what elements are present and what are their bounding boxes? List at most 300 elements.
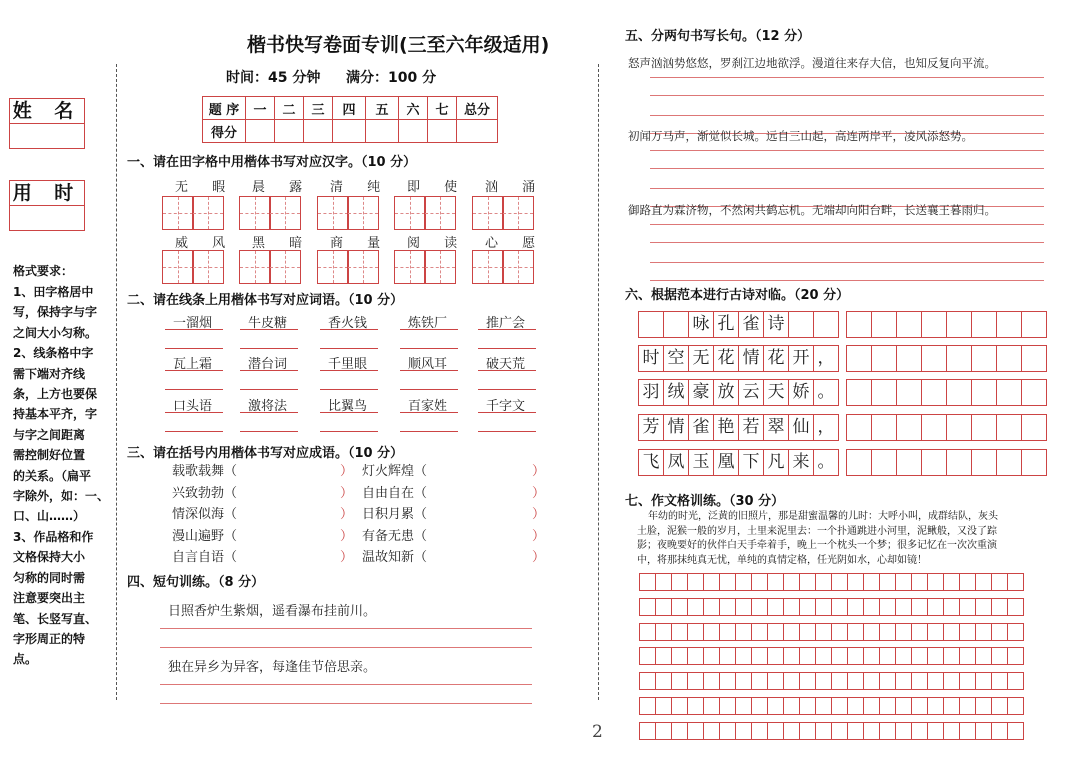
- writing-line[interactable]: [650, 242, 1044, 243]
- composition-cell[interactable]: [751, 598, 768, 616]
- composition-cell[interactable]: [991, 722, 1008, 740]
- practice-cell[interactable]: [996, 345, 1022, 372]
- composition-cell[interactable]: [783, 672, 800, 690]
- practice-cell[interactable]: [996, 311, 1022, 338]
- writing-line[interactable]: [650, 224, 1044, 225]
- practice-cell[interactable]: [921, 414, 947, 441]
- time-used-label: 用 时: [10, 181, 84, 206]
- writing-line[interactable]: [165, 389, 223, 390]
- writing-line[interactable]: [160, 703, 532, 704]
- answer-slot[interactable]: [430, 549, 526, 563]
- score-table: [202, 96, 498, 143]
- tian-cell[interactable]: [347, 196, 379, 230]
- composition-cell[interactable]: [687, 623, 704, 641]
- underline: [320, 370, 378, 371]
- writing-line[interactable]: [240, 389, 298, 390]
- writing-line[interactable]: [160, 628, 532, 629]
- writing-line[interactable]: [650, 168, 1044, 169]
- composition-cell[interactable]: [735, 697, 752, 715]
- practice-cell[interactable]: [946, 449, 972, 476]
- composition-cell[interactable]: [911, 672, 928, 690]
- composition-cell[interactable]: [751, 647, 768, 665]
- composition-cell[interactable]: [991, 672, 1008, 690]
- long-sentence: 初闻万马声，渐觉似长城。远自三山起，高连两岸平，凌风添怒势。: [628, 129, 973, 143]
- composition-cell[interactable]: [735, 598, 752, 616]
- practice-cell[interactable]: [896, 379, 922, 406]
- score-blank[interactable]: [246, 120, 275, 143]
- practice-cell[interactable]: [921, 449, 947, 476]
- practice-cell[interactable]: [896, 311, 922, 338]
- composition-cell[interactable]: [655, 722, 672, 740]
- composition-cell[interactable]: [719, 647, 736, 665]
- composition-cell[interactable]: [671, 722, 688, 740]
- composition-cell[interactable]: [847, 598, 864, 616]
- composition-cell[interactable]: [671, 647, 688, 665]
- composition-cell[interactable]: [655, 623, 672, 641]
- practice-cell[interactable]: [1021, 449, 1047, 476]
- section-5-title: 五、分两句书写长句。（12 分）: [625, 29, 811, 44]
- composition-cell[interactable]: [879, 697, 896, 715]
- practice-cell[interactable]: [896, 414, 922, 441]
- composition-cell[interactable]: [639, 647, 656, 665]
- composition-cell[interactable]: [719, 722, 736, 740]
- score-blank[interactable]: [428, 120, 457, 143]
- answer-slot[interactable]: [252, 463, 332, 477]
- writing-line[interactable]: [320, 389, 378, 390]
- composition-cell[interactable]: [687, 573, 704, 591]
- writing-line[interactable]: [165, 348, 223, 349]
- composition-cell[interactable]: [943, 672, 960, 690]
- composition-cell[interactable]: [911, 697, 928, 715]
- composition-cell[interactable]: [927, 598, 944, 616]
- practice-cell[interactable]: [871, 345, 897, 372]
- poem-cell: 下: [738, 449, 764, 476]
- composition-cell[interactable]: [799, 697, 816, 715]
- tian-cell[interactable]: [424, 250, 456, 284]
- composition-cell[interactable]: [767, 623, 784, 641]
- composition-cell[interactable]: [927, 722, 944, 740]
- composition-cell[interactable]: [767, 647, 784, 665]
- composition-cell[interactable]: [719, 573, 736, 591]
- composition-cell[interactable]: [703, 623, 720, 641]
- composition-cell[interactable]: [943, 623, 960, 641]
- writing-line[interactable]: [240, 348, 298, 349]
- composition-cell[interactable]: [671, 672, 688, 690]
- composition-cell[interactable]: [767, 598, 784, 616]
- composition-cell[interactable]: [927, 623, 944, 641]
- composition-cell[interactable]: [927, 697, 944, 715]
- composition-cell[interactable]: [975, 672, 992, 690]
- practice-cell[interactable]: [871, 379, 897, 406]
- practice-cell[interactable]: [971, 311, 997, 338]
- composition-cell[interactable]: [927, 647, 944, 665]
- writing-line[interactable]: [650, 280, 1044, 281]
- composition-cell[interactable]: [751, 697, 768, 715]
- composition-cell[interactable]: [847, 697, 864, 715]
- composition-cell[interactable]: [735, 623, 752, 641]
- composition-cell[interactable]: [959, 697, 976, 715]
- tian-cell[interactable]: [394, 250, 426, 284]
- composition-cell[interactable]: [639, 697, 656, 715]
- tian-cell[interactable]: [239, 250, 271, 284]
- practice-cell[interactable]: [971, 414, 997, 441]
- composition-cell[interactable]: [863, 573, 880, 591]
- answer-slot[interactable]: [252, 549, 332, 563]
- composition-cell[interactable]: [767, 573, 784, 591]
- idiom-right: 温故知新（: [362, 550, 428, 565]
- composition-cell[interactable]: [847, 722, 864, 740]
- practice-cell[interactable]: [946, 345, 972, 372]
- practice-cell[interactable]: [996, 414, 1022, 441]
- composition-cell[interactable]: [655, 598, 672, 616]
- tian-cell[interactable]: [162, 250, 194, 284]
- practice-cell[interactable]: [846, 414, 872, 441]
- composition-cell[interactable]: [911, 623, 928, 641]
- tian-cell[interactable]: [394, 196, 426, 230]
- composition-cell[interactable]: [831, 672, 848, 690]
- tian-cell[interactable]: [472, 196, 504, 230]
- composition-cell[interactable]: [703, 697, 720, 715]
- composition-cell[interactable]: [943, 722, 960, 740]
- practice-cell[interactable]: [1021, 345, 1047, 372]
- composition-cell[interactable]: [655, 672, 672, 690]
- writing-line[interactable]: [650, 95, 1044, 96]
- composition-cell[interactable]: [751, 623, 768, 641]
- composition-cell[interactable]: [831, 722, 848, 740]
- answer-slot[interactable]: [430, 485, 526, 499]
- composition-cell[interactable]: [863, 672, 880, 690]
- composition-cell[interactable]: [655, 573, 672, 591]
- composition-cell[interactable]: [943, 598, 960, 616]
- composition-cell[interactable]: [751, 672, 768, 690]
- composition-cell[interactable]: [735, 722, 752, 740]
- composition-cell[interactable]: [991, 623, 1008, 641]
- composition-cell[interactable]: [847, 623, 864, 641]
- practice-cell[interactable]: [971, 379, 997, 406]
- composition-cell[interactable]: [991, 573, 1008, 591]
- composition-cell[interactable]: [783, 647, 800, 665]
- composition-cell[interactable]: [1007, 573, 1024, 591]
- composition-cell[interactable]: [783, 722, 800, 740]
- page-title: 楷书快写卷面专训(三至六年级适用): [247, 34, 550, 56]
- composition-cell[interactable]: [911, 722, 928, 740]
- composition-cell[interactable]: [687, 598, 704, 616]
- poem-cell: 。: [813, 449, 839, 476]
- writing-line[interactable]: [240, 431, 298, 432]
- composition-cell[interactable]: [847, 672, 864, 690]
- composition-cell[interactable]: [975, 722, 992, 740]
- composition-cell[interactable]: [639, 598, 656, 616]
- composition-cell[interactable]: [991, 697, 1008, 715]
- answer-slot[interactable]: [252, 528, 332, 542]
- composition-cell[interactable]: [783, 697, 800, 715]
- composition-cell[interactable]: [847, 647, 864, 665]
- score-blank[interactable]: [399, 120, 428, 143]
- poem-cell: 来: [788, 449, 814, 476]
- composition-cell[interactable]: [1007, 647, 1024, 665]
- composition-cell[interactable]: [991, 647, 1008, 665]
- composition-cell[interactable]: [959, 623, 976, 641]
- poem-cell: 凡: [763, 449, 789, 476]
- composition-cell[interactable]: [863, 697, 880, 715]
- practice-cell[interactable]: [996, 449, 1022, 476]
- practice-cell[interactable]: [896, 449, 922, 476]
- composition-cell[interactable]: [911, 573, 928, 591]
- composition-cell[interactable]: [895, 623, 912, 641]
- practice-cell[interactable]: [846, 311, 872, 338]
- composition-cell[interactable]: [911, 647, 928, 665]
- composition-cell[interactable]: [879, 573, 896, 591]
- practice-cell[interactable]: [871, 449, 897, 476]
- composition-cell[interactable]: [879, 623, 896, 641]
- name-box: [9, 98, 85, 149]
- composition-cell[interactable]: [783, 573, 800, 591]
- composition-cell[interactable]: [895, 573, 912, 591]
- composition-cell[interactable]: [895, 722, 912, 740]
- practice-cell[interactable]: [921, 379, 947, 406]
- tian-cell[interactable]: [317, 250, 349, 284]
- composition-cell[interactable]: [655, 647, 672, 665]
- time-used-blank[interactable]: [10, 206, 84, 230]
- composition-cell[interactable]: [879, 672, 896, 690]
- composition-cell[interactable]: [895, 598, 912, 616]
- composition-cell[interactable]: [703, 573, 720, 591]
- practice-cell[interactable]: [1021, 414, 1047, 441]
- composition-cell[interactable]: [735, 647, 752, 665]
- tian-cell[interactable]: [472, 250, 504, 284]
- composition-cell[interactable]: [863, 598, 880, 616]
- writing-line[interactable]: [478, 389, 536, 390]
- composition-cell[interactable]: [831, 697, 848, 715]
- answer-slot[interactable]: [252, 485, 332, 499]
- composition-cell[interactable]: [1007, 722, 1024, 740]
- composition-cell[interactable]: [815, 647, 832, 665]
- composition-cell[interactable]: [975, 573, 992, 591]
- composition-cell[interactable]: [703, 647, 720, 665]
- score-blank[interactable]: [275, 120, 304, 143]
- writing-line[interactable]: [400, 389, 458, 390]
- composition-cell[interactable]: [943, 647, 960, 665]
- composition-cell[interactable]: [655, 697, 672, 715]
- writing-line[interactable]: [165, 431, 223, 432]
- format-line: 条，上方也要保: [13, 387, 98, 402]
- composition-cell[interactable]: [687, 697, 704, 715]
- composition-cell[interactable]: [719, 672, 736, 690]
- practice-cell[interactable]: [1021, 379, 1047, 406]
- composition-cell[interactable]: [1007, 623, 1024, 641]
- composition-cell[interactable]: [895, 697, 912, 715]
- composition-cell[interactable]: [767, 672, 784, 690]
- composition-cell[interactable]: [703, 722, 720, 740]
- composition-cell[interactable]: [831, 647, 848, 665]
- composition-cell[interactable]: [767, 697, 784, 715]
- tian-cell[interactable]: [317, 196, 349, 230]
- composition-cell[interactable]: [895, 672, 912, 690]
- answer-slot[interactable]: [252, 506, 332, 520]
- score-blank[interactable]: [304, 120, 333, 143]
- composition-cell[interactable]: [815, 623, 832, 641]
- composition-cell[interactable]: [1007, 697, 1024, 715]
- composition-cell[interactable]: [799, 573, 816, 591]
- writing-line[interactable]: [478, 431, 536, 432]
- composition-cell[interactable]: [639, 722, 656, 740]
- practice-cell[interactable]: [846, 449, 872, 476]
- writing-line[interactable]: [478, 348, 536, 349]
- writing-line[interactable]: [160, 647, 532, 648]
- writing-line[interactable]: [650, 188, 1044, 189]
- composition-cell[interactable]: [783, 598, 800, 616]
- composition-cell[interactable]: [1007, 672, 1024, 690]
- practice-cell[interactable]: [921, 345, 947, 372]
- tian-cell[interactable]: [347, 250, 379, 284]
- practice-cell[interactable]: [946, 414, 972, 441]
- composition-cell[interactable]: [879, 722, 896, 740]
- composition-cell[interactable]: [767, 722, 784, 740]
- format-line: 点。: [13, 652, 38, 667]
- writing-line[interactable]: [650, 115, 1044, 116]
- composition-cell[interactable]: [975, 697, 992, 715]
- tian-cell[interactable]: [162, 196, 194, 230]
- answer-slot[interactable]: [430, 463, 526, 477]
- composition-cell[interactable]: [1007, 598, 1024, 616]
- composition-cell[interactable]: [799, 672, 816, 690]
- composition-cell[interactable]: [879, 647, 896, 665]
- tian-cell[interactable]: [192, 196, 224, 230]
- composition-cell[interactable]: [831, 573, 848, 591]
- composition-cell[interactable]: [815, 598, 832, 616]
- practice-cell[interactable]: [846, 379, 872, 406]
- composition-cell[interactable]: [975, 623, 992, 641]
- writing-line[interactable]: [400, 348, 458, 349]
- writing-line[interactable]: [400, 431, 458, 432]
- composition-cell[interactable]: [751, 722, 768, 740]
- score-blank[interactable]: [457, 120, 498, 143]
- writing-line[interactable]: [320, 431, 378, 432]
- composition-cell[interactable]: [671, 697, 688, 715]
- practice-cell[interactable]: [871, 311, 897, 338]
- practice-cell[interactable]: [846, 345, 872, 372]
- composition-cell[interactable]: [671, 573, 688, 591]
- composition-cell[interactable]: [831, 598, 848, 616]
- writing-line[interactable]: [160, 684, 532, 685]
- composition-cell[interactable]: [639, 573, 656, 591]
- composition-cell[interactable]: [719, 598, 736, 616]
- poem-cell: 花: [763, 345, 789, 372]
- format-line: 与字之间距离: [13, 427, 86, 442]
- practice-cell[interactable]: [971, 345, 997, 372]
- composition-cell[interactable]: [911, 598, 928, 616]
- practice-cell[interactable]: [871, 414, 897, 441]
- composition-cell[interactable]: [895, 647, 912, 665]
- composition-cell[interactable]: [735, 672, 752, 690]
- composition-cell[interactable]: [879, 598, 896, 616]
- composition-cell[interactable]: [671, 598, 688, 616]
- composition-cell[interactable]: [687, 722, 704, 740]
- tian-cell[interactable]: [239, 196, 271, 230]
- composition-cell[interactable]: [735, 573, 752, 591]
- composition-cell[interactable]: [815, 573, 832, 591]
- composition-cell[interactable]: [719, 697, 736, 715]
- name-blank[interactable]: [10, 124, 84, 148]
- tian-cell[interactable]: [192, 250, 224, 284]
- practice-cell[interactable]: [1021, 311, 1047, 338]
- tian-cell[interactable]: [502, 250, 534, 284]
- composition-cell[interactable]: [847, 573, 864, 591]
- composition-cell[interactable]: [703, 672, 720, 690]
- composition-cell[interactable]: [687, 672, 704, 690]
- composition-cell[interactable]: [799, 623, 816, 641]
- composition-cell[interactable]: [959, 598, 976, 616]
- composition-cell[interactable]: [959, 672, 976, 690]
- composition-cell[interactable]: [927, 573, 944, 591]
- idiom-left: 兴致勃勃（: [172, 485, 238, 501]
- score-blank[interactable]: [333, 120, 366, 143]
- composition-cell[interactable]: [831, 623, 848, 641]
- composition-cell[interactable]: [943, 573, 960, 591]
- composition-cell[interactable]: [815, 672, 832, 690]
- practice-cell[interactable]: [971, 449, 997, 476]
- format-line: 1、田字格居中: [13, 285, 94, 299]
- composition-cell[interactable]: [815, 697, 832, 715]
- composition-cell[interactable]: [943, 697, 960, 715]
- composition-cell[interactable]: [719, 623, 736, 641]
- composition-cell[interactable]: [703, 598, 720, 616]
- composition-cell[interactable]: [959, 573, 976, 591]
- answer-slot[interactable]: [430, 528, 526, 542]
- word-label: 百家姓: [408, 399, 448, 414]
- composition-cell[interactable]: [863, 722, 880, 740]
- composition-cell[interactable]: [863, 623, 880, 641]
- writing-line[interactable]: [650, 77, 1044, 78]
- composition-cell[interactable]: [639, 672, 656, 690]
- composition-cell[interactable]: [639, 623, 656, 641]
- composition-cell[interactable]: [991, 598, 1008, 616]
- composition-cell[interactable]: [959, 722, 976, 740]
- tian-cell[interactable]: [269, 250, 301, 284]
- practice-cell[interactable]: [946, 311, 972, 338]
- composition-cell[interactable]: [815, 722, 832, 740]
- word-label: 激将法: [248, 399, 288, 414]
- practice-cell[interactable]: [996, 379, 1022, 406]
- answer-slot[interactable]: [430, 506, 526, 520]
- composition-cell[interactable]: [959, 647, 976, 665]
- practice-cell[interactable]: [921, 311, 947, 338]
- practice-cell[interactable]: [896, 345, 922, 372]
- composition-cell[interactable]: [927, 672, 944, 690]
- tian-cell[interactable]: [269, 196, 301, 230]
- writing-line[interactable]: [650, 262, 1044, 263]
- practice-cell[interactable]: [946, 379, 972, 406]
- tian-cell[interactable]: [424, 196, 456, 230]
- writing-line[interactable]: [320, 348, 378, 349]
- score-blank[interactable]: [366, 120, 399, 143]
- composition-cell[interactable]: [799, 598, 816, 616]
- composition-cell[interactable]: [863, 647, 880, 665]
- composition-cell[interactable]: [687, 647, 704, 665]
- tian-pair: [473, 196, 534, 230]
- composition-cell[interactable]: [975, 647, 992, 665]
- composition-cell[interactable]: [783, 623, 800, 641]
- composition-cell[interactable]: [799, 722, 816, 740]
- composition-cell[interactable]: [751, 573, 768, 591]
- composition-cell[interactable]: [799, 647, 816, 665]
- composition-cell[interactable]: [671, 623, 688, 641]
- writing-line[interactable]: [650, 150, 1044, 151]
- tian-pair: [318, 250, 379, 284]
- tian-cell[interactable]: [502, 196, 534, 230]
- composition-cell[interactable]: [975, 598, 992, 616]
- short-sentence-1: 日照香炉生紫烟，遥看瀑布挂前川。: [168, 604, 377, 619]
